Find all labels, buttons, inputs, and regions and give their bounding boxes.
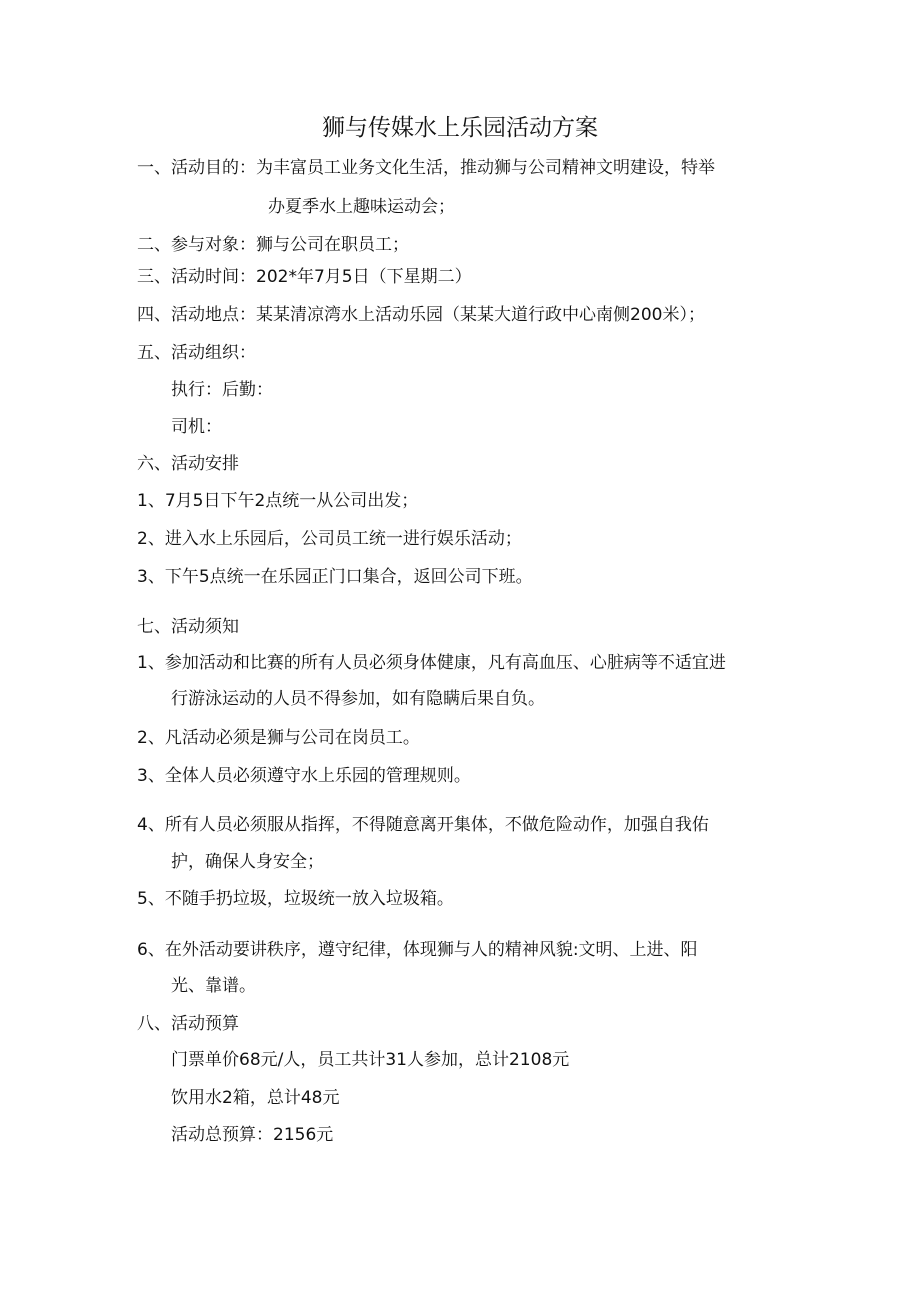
time-line: 三、活动时间：202*年7月5日（下星期二） [137,267,472,287]
participants-line: 二、参与对象：狮与公司在职员工； [137,235,409,255]
organization-driver: 司机： [171,417,222,437]
schedule-heading: 六、活动安排 [137,454,239,474]
notice-item-4-line-1: 4、所有人员必须服从指挥，不得随意离开集体，不做危险动作，加强自我佑 [137,815,709,835]
organization-executor: 执行：后勤： [171,380,273,400]
schedule-item-3: 3、下午5点统一在乐园正门口集合，返回公司下班。 [137,567,533,587]
notice-item-1-line-2: 行游泳运动的人员不得参加，如有隐瞒后果自负。 [171,689,545,709]
purpose-line-1: 一、活动目的：为丰富员工业务文化生活，推动狮与公司精神文明建设，特举 [137,158,715,178]
budget-total: 活动总预算：2156元 [171,1125,334,1145]
notice-item-6-line-1: 6、在外活动要讲秩序，遵守纪律，体现狮与人的精神风貌:文明、上进、阳 [137,940,698,960]
location-line: 四、活动地点：某某清凉湾水上活动乐园（某某大道行政中心南侧200米）； [137,305,705,325]
notice-item-2: 2、凡活动必须是狮与公司在岗员工。 [137,728,420,748]
notice-item-4-line-2: 护，确保人身安全； [171,852,324,872]
notice-item-3: 3、全体人员必须遵守水上乐园的管理规则。 [137,766,471,786]
notice-item-6-line-2: 光、靠谱。 [171,976,256,996]
notice-heading: 七、活动须知 [137,617,239,637]
purpose-line-2: 办夏季水上趣味运动会； [268,197,455,217]
budget-tickets: 门票单价68元/人，员工共计31人参加，总计2108元 [171,1050,570,1070]
notice-item-1-line-1: 1、参加活动和比赛的所有人员必须身体健康，凡有高血压、心脏病等不适宜进 [137,653,726,673]
document-title: 狮与传媒水上乐园活动方案 [322,115,598,141]
notice-item-5: 5、不随手扔垃圾，垃圾统一放入垃圾箱。 [137,889,454,909]
budget-heading: 八、活动预算 [137,1014,239,1034]
schedule-item-1: 1、7月5日下午2点统一从公司出发； [137,491,419,511]
budget-water: 饮用水2箱，总计48元 [171,1088,340,1108]
organization-heading: 五、活动组织： [137,343,256,363]
schedule-item-2: 2、进入水上乐园后，公司员工统一进行娱乐活动； [137,529,522,549]
